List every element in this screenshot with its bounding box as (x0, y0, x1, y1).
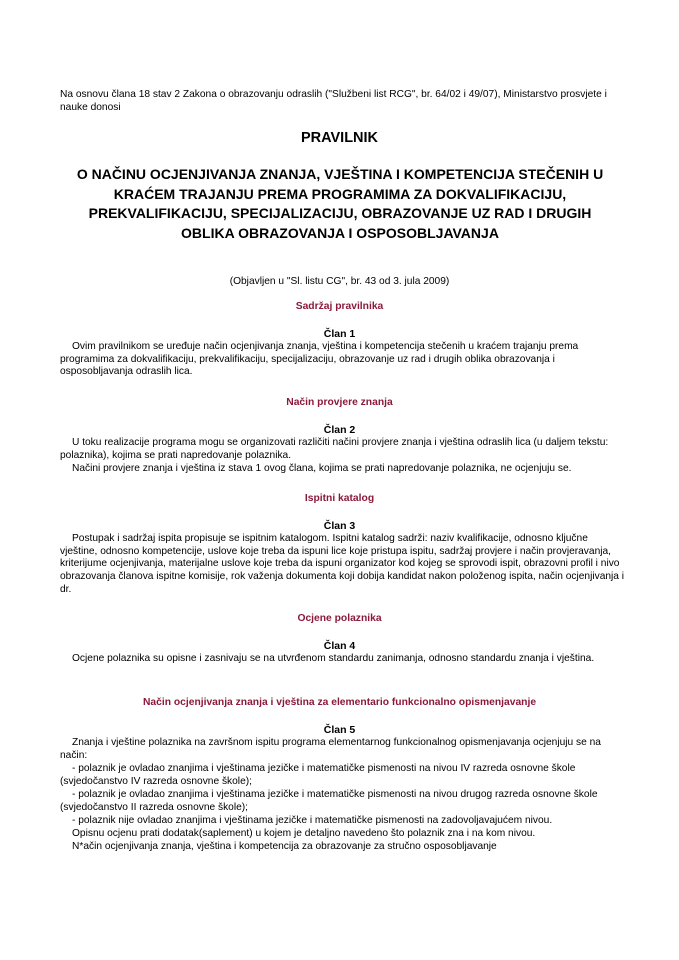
article-heading-clan-2: Član 2 (323, 424, 356, 436)
article-5-bullet-3: - polaznik nije ovladao znanjima i vještinama jezičke i matematičke pismenosti na zadovoljavajućem nivou. (72, 815, 553, 826)
article-heading-clan-1: Član 1 (323, 328, 356, 340)
document-subtitle: O NAČINU OCJENJIVANJA ZNANJA, VJEŠTINA I KOMPETENCIJA STEČENIH U KRAĆEM TRAJANJU PREMA PROGRAMIMA ZA DOKVALIFIKACIJU, PREKVALIFIKACIJU, SPECIJALIZACIJU, OBRAZOVANJE UZ RAD I DRUGIH OBLIKA OBRAZOVANJA I OSPOSOBLJAVANJA (76, 166, 604, 241)
article-heading-clan-3: Član 3 (323, 520, 356, 532)
section-heading-elementarno: Način ocjenjivanja znanja i vještina za elementario funkcionalno opismenjavanje (142, 697, 537, 708)
article-5-bullet-1: - polaznik je ovladao znanjima i vještinama jezičke i matematičke pismenosti na nivou IV razreda osnovne škole (svjedočanstvo IV razreda osnovne škole); (60, 763, 576, 787)
article-heading-clan-5: Član 5 (323, 724, 356, 736)
section-heading-sadrzaj: Sadržaj pravilnika (295, 301, 384, 312)
article-3-paragraph: Postupak i sadržaj ispita propisuje se ispitnim katalogom. Ispitni katalog sadrži: naziv kvalifikacije, odnosno ključne vještine, odnosno kompetencije, uslove koje treba da ispuni lice koje pristupa ispitu, sadržaj provjere i način provjeravanja, kriterijume ocjenjivanja, materijalne uslove koje treba da ispuni organizator kod kojeg se sprovodi ispit, obrazovni profil i nivo obrazovanja članova ispitne komisije, rok važenja dokumenta koji dobija kandidat nakon položenog ispita, način ocjenjivanja i dr. (60, 533, 625, 595)
article-5-paragraph-2: Opisnu ocjenu prati dodatak(saplement) u kojem je detaljno navedeno što polaznik zna i na kom nivou. (72, 828, 536, 839)
section-heading-ocjene: Ocjene polaznika (297, 613, 382, 624)
article-4-paragraph: Ocjene polaznika su opisne i zasnivaju se na utvrđenom standardu zanimanja, odnosno standardu znanja i vještina. (72, 653, 595, 664)
document-title: PRAVILNIK (300, 130, 379, 146)
section-heading-nacin-provjere: Način provjere znanja (286, 397, 393, 408)
preamble-text: Na osnovu člana 18 stav 2 Zakona o obrazovanju odraslih ("Službeni list RCG", br. 64/02 i 49/07), Ministarstvo prosvjete i nauke donosi (60, 89, 607, 113)
article-5-paragraph-3: N*ačin ocjenjivanja znanja, vještina i kompetencija za obrazovanje za stručno osposobljavanje (72, 841, 497, 852)
article-5-bullet-2: - polaznik je ovladao znanjima i vještinama jezičke i matematičke pismenosti na nivou drugog razreda osnovne škole (svjedočanstvo II razreda osnovne škole); (60, 789, 598, 813)
article-5-paragraph-1: Znanja i vještine polaznika na završnom ispitu programa elementarnog funkcionalnog opismenjavanja ocjenjuju se na način: (60, 737, 601, 761)
section-heading-ispitni-katalog: Ispitni katalog (304, 493, 375, 504)
publication-note: (Objavljen u "Sl. listu CG", br. 43 od 3. jula 2009) (229, 276, 450, 287)
article-1-paragraph: Ovim pravilnikom se uređuje način ocjenjivanja znanja, vještina i kompetencija stečenih u kraćem trajanju prema programima za dokvalifikaciju, prekvalifikaciju, specijalizaciju, obrazovanje uz rad i drugih oblika obrazovanja i osposobljavanja odraslih lica. (60, 341, 579, 378)
article-2-paragraph-2: Načini provjere znanja i vještina iz stava 1 ovog člana, kojima se prati napredovanje polaznika, ne ocjenjuju se. (72, 463, 572, 474)
article-2-paragraph-1: U toku realizacije programa mogu se organizovati različiti načini provjere znanja i vještina odraslih lica (u daljem tekstu: polaznika), kojima se prati napredovanje polaznika. (60, 437, 609, 461)
article-heading-clan-4: Član 4 (323, 640, 356, 652)
